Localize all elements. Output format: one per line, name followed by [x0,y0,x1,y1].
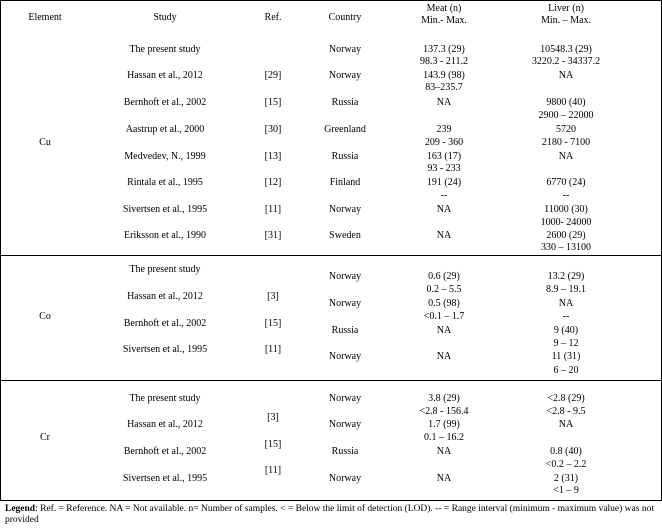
element-label-cu: Cu [39,137,51,148]
ref-cell: [11] [264,344,282,355]
meat-cell: 137.3 (29) [423,44,465,55]
ref-cell: [29] [264,70,282,81]
ref-cell: [3] [267,412,279,423]
meat-cell: 0.2 – 5.5 [426,284,462,295]
table-bottom-border [0,500,662,501]
liver-cell: 9 – 12 [553,338,579,349]
study-cell: Hassan et al., 2012 [127,291,203,302]
liver-cell: 3220.2 - 34337.2 [531,56,601,67]
ref-cell: [15] [264,97,282,108]
meat-cell: NA [436,473,452,484]
ref-cell: [12] [264,177,282,188]
liver-cell: 6 – 20 [553,365,579,376]
ref-cell: [3] [267,291,279,302]
country-cell: Norway [328,298,362,309]
meat-cell: 0.6 (29) [428,271,460,282]
liver-cell: NA [558,419,574,430]
group-divider-cu-co [0,255,662,256]
meat-cell: 3.8 (29) [428,393,460,404]
element-label-co: Co [39,311,51,322]
element-label-cr: Cr [40,432,50,443]
liver-cell: -- [562,311,570,322]
study-cell: Medvedev, N., 1999 [124,151,206,162]
liver-cell: -- [562,190,570,201]
study-cell: Rintala et al., 1995 [127,177,203,188]
country-cell: Russia [331,97,359,108]
liver-cell: <2.8 - 9.5 [546,406,586,417]
table-top-border [0,0,662,1]
study-cell: Sivertsen et al., 1995 [122,473,208,484]
study-cell: Hassan et al., 2012 [127,70,203,81]
group-divider-co-cr [0,380,662,381]
liver-cell: 10548.3 (29) [540,44,592,55]
study-cell: The present study [129,393,201,404]
meat-cell: 163 (17) [426,151,462,162]
header-study: Study [153,12,177,23]
country-cell: Finland [329,177,361,188]
liver-cell: 0.8 (40) [550,446,582,457]
meat-cell: <0.1 – 1.7 [423,311,465,322]
meat-cell: 209 - 360 [424,137,464,148]
header-country: Country [328,12,362,23]
liver-cell: 5720 [556,124,576,135]
country-cell: Sweden [329,230,361,241]
meat-cell: 143.9 (98) [423,70,465,81]
legend-text: : Ref. = Reference. NA = Not available. n= Number of samples. < = Below the limit of detection (LOD). -- = Range interval (minimum - maximum value) was not provided [5,504,654,525]
study-cell: Aastrup et al., 2000 [125,124,205,135]
header-liver: Liver (n) [548,3,584,14]
meat-cell: NA [436,204,452,215]
liver-cell: 330 – 13100 [541,242,591,253]
liver-cell: 13.2 (29) [547,271,585,282]
meat-cell: 98.3 - 211.2 [420,56,468,67]
meat-cell: NA [436,230,452,241]
liver-cell: <2.8 (29) [547,393,585,404]
liver-cell: NA [558,70,574,81]
country-cell: Russia [331,151,359,162]
ref-cell: [15] [264,439,282,450]
liver-cell: 1000- 24000 [540,217,592,228]
ref-cell: [30] [264,124,282,135]
legend-label: Legend [5,504,36,514]
meat-cell: NA [436,446,452,457]
country-cell: Greenland [324,124,366,135]
meat-cell: 0.1 – 16.2 [424,432,464,443]
ref-cell: [15] [264,318,282,329]
liver-cell: 11000 (30) [544,204,588,215]
ref-cell: [13] [264,151,282,162]
country-cell: Norway [328,351,362,362]
study-cell: The present study [129,264,201,275]
study-cell: Sivertsen et al., 1995 [122,344,208,355]
table-legend [5,504,660,526]
liver-cell: <0.2 – 2.2 [545,459,587,470]
country-cell: Norway [328,70,362,81]
liver-cell: 9800 (40) [546,97,586,108]
meat-cell: NA [436,351,452,362]
liver-cell: 2600 (29) [546,230,586,241]
liver-cell: <1 – 9 [553,485,579,496]
liver-cell: 2180 - 7100 [541,137,591,148]
study-cell: The present study [129,44,201,55]
country-cell: Norway [328,419,362,430]
liver-cell: NA [558,151,574,162]
country-cell: Norway [328,473,362,484]
liver-cell: 11 (31) [551,351,581,362]
liver-cell: 8.9 – 19.1 [546,284,586,295]
meat-cell: 0.5 (98) [428,298,460,309]
study-cell: Bernhoft et al., 2002 [123,97,207,108]
study-cell: Hassan et al., 2012 [127,419,203,430]
meat-cell: 239 [436,124,452,135]
header-ref: Ref. [264,12,282,23]
header-liver-sub: Min. – Max. [541,15,591,26]
meat-cell: NA [436,325,452,336]
header-meat-sub: Min.- Max. [421,15,467,26]
study-cell: Bernhoft et al., 2002 [123,446,207,457]
study-cell: Bernhoft et al., 2002 [123,318,207,329]
study-cell: Eriksson et al., 1990 [124,230,206,241]
country-cell: Russia [331,325,359,336]
country-cell: Norway [328,204,362,215]
meat-cell: NA [436,97,452,108]
country-cell: Norway [328,271,362,282]
meat-cell: 191 (24) [426,177,462,188]
study-cell: Sivertsen et al., 1995 [122,204,208,215]
meat-cell: -- [440,190,448,201]
country-cell: Norway [328,393,362,404]
table-left-border [0,0,1,500]
meat-cell: <2.8 - 156.4 [419,406,469,417]
liver-cell: 2900 – 22000 [538,110,594,121]
country-cell: Russia [331,446,359,457]
ref-cell: [31] [264,230,282,241]
meat-cell: 1.7 (99) [428,419,460,430]
country-cell: Norway [328,44,362,55]
header-element: Element [28,12,62,23]
liver-cell: NA [558,298,574,309]
ref-cell: [11] [264,204,282,215]
ref-cell: [11] [264,465,282,476]
header-meat: Meat (n) [426,3,462,14]
liver-cell: 9 (40) [553,325,579,336]
liver-cell: 2 (31) [553,473,579,484]
meat-cell: 93 - 233 [427,163,461,174]
liver-cell: 6770 (24) [546,177,586,188]
meat-cell: 83–235.7 [425,82,463,93]
